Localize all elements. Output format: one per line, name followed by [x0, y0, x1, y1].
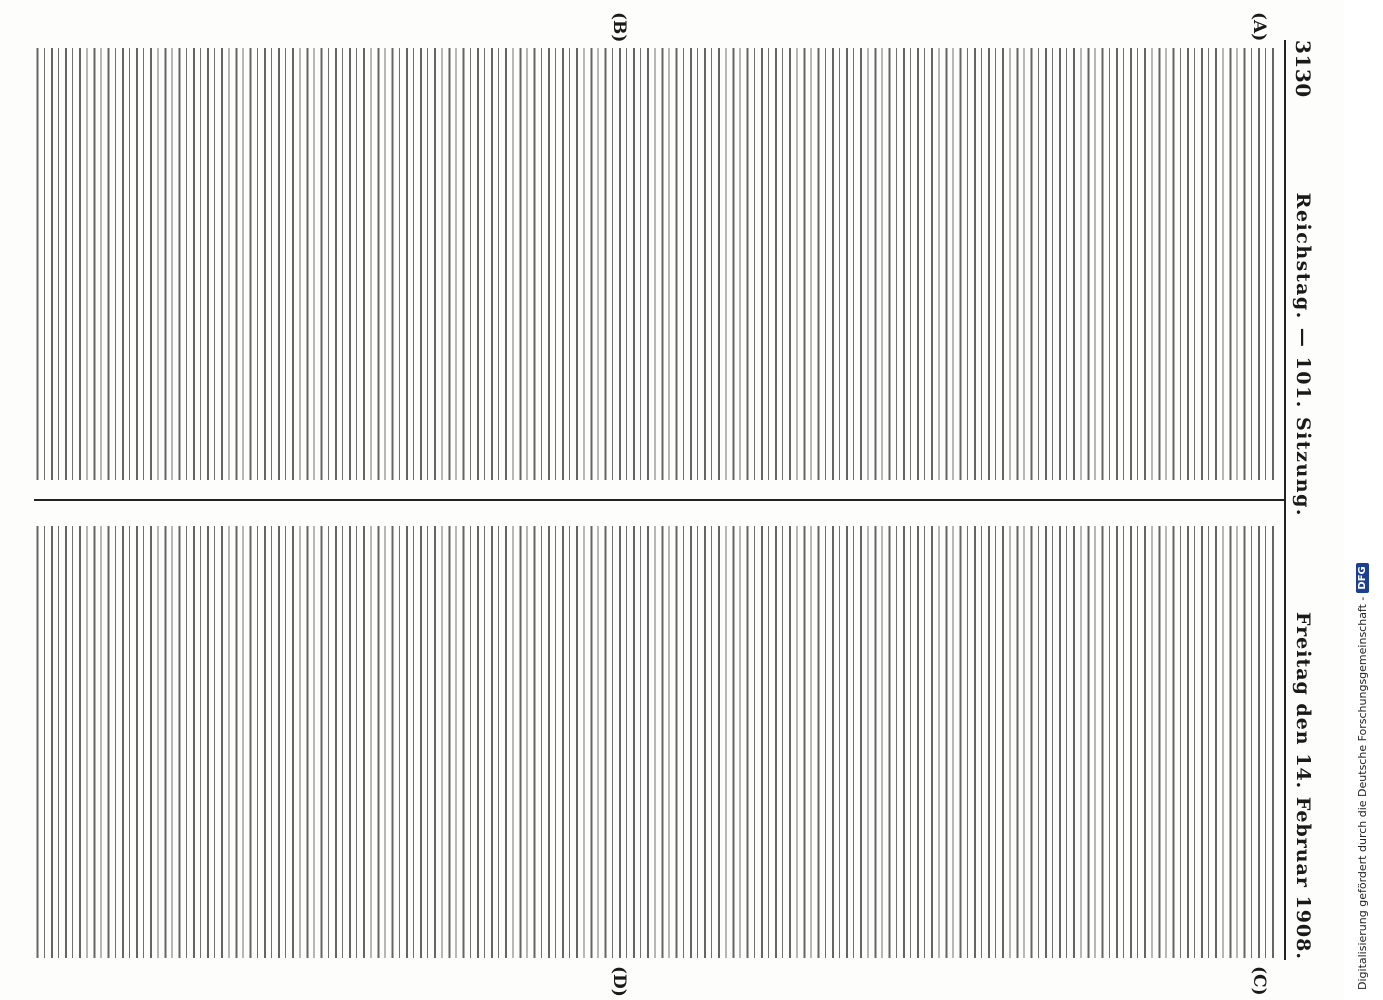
- margin-mark-b: (B): [609, 12, 629, 43]
- digitization-footer: [1350, 0, 1383, 1000]
- footer-credit-text: Digitalisierung gefördert durch die Deutsche Forschungsgemeinschaft -: [1356, 596, 1369, 990]
- dfg-logo-icon: DFG: [1356, 563, 1369, 592]
- footer-credit: [1356, 20, 1369, 990]
- header-rule: [1284, 40, 1286, 960]
- margin-mark-d: (D): [609, 966, 629, 997]
- page-number: 3130: [1291, 40, 1315, 98]
- session-title: Reichstag. — 101. Sitzung.: [1292, 192, 1314, 517]
- column-divider: [34, 499, 1284, 501]
- session-date: Freitag den 14. Februar 1908.: [1292, 611, 1314, 960]
- margin-mark-c: (C): [1249, 966, 1269, 996]
- left-text-column: [34, 48, 1274, 480]
- right-text-column: [34, 526, 1274, 958]
- margin-mark-a: (A): [1249, 12, 1269, 42]
- page-header: [1288, 40, 1318, 960]
